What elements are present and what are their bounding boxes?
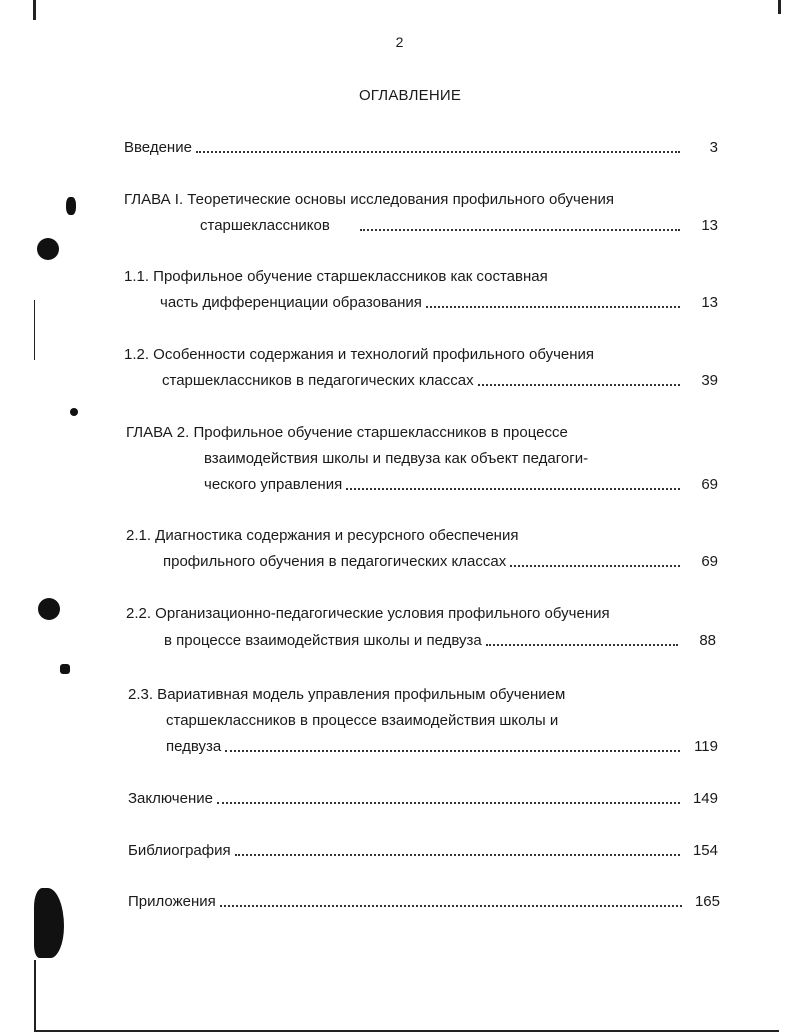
scan-edge-bottom bbox=[34, 1030, 779, 1032]
entry-page: 88 bbox=[699, 632, 716, 649]
toc-entry-2-1-heading: 2.1. Диагностика содержания и ресурсного обеспечения bbox=[126, 527, 519, 544]
entry-page: 69 bbox=[701, 553, 718, 570]
toc-entry-2-3-heading: 2.3. Вариативная модель управления профильным обучением bbox=[128, 686, 566, 703]
scan-blot bbox=[37, 238, 59, 260]
toc-entry-1-1 bbox=[160, 294, 718, 312]
dot-leader bbox=[196, 151, 680, 153]
scan-blot bbox=[34, 888, 64, 958]
dot-leader bbox=[360, 229, 680, 231]
dot-leader bbox=[486, 644, 678, 646]
scan-blot bbox=[38, 598, 60, 620]
entry-title: профильного обучения в педагогических классах bbox=[163, 553, 507, 570]
toc-entry-introduction bbox=[124, 139, 718, 157]
entry-title: педвуза bbox=[166, 738, 222, 755]
entry-title: Введение bbox=[124, 139, 192, 156]
entry-page: 149 bbox=[692, 790, 718, 807]
toc-entry-chapter-2 bbox=[204, 476, 718, 494]
dot-leader bbox=[220, 905, 682, 907]
scan-edge-left bbox=[34, 300, 35, 360]
toc-entry-1-2-heading: 1.2. Особенности содержания и технологий профильного обучения bbox=[124, 346, 595, 363]
scan-blot bbox=[66, 197, 76, 215]
entry-page: 119 bbox=[694, 738, 718, 755]
toc-entry-1-2 bbox=[162, 372, 718, 390]
entry-title: Приложения bbox=[128, 893, 216, 910]
scan-blot bbox=[70, 408, 78, 416]
toc-entry-2-3 bbox=[166, 738, 718, 756]
dot-leader bbox=[346, 488, 680, 490]
dot-leader bbox=[217, 802, 680, 804]
toc-entry-chapter-2-heading: ГЛАВА 2. Профильное обучение старшеклассников в процессе bbox=[126, 424, 568, 441]
dot-leader bbox=[235, 854, 680, 856]
entry-title: старшеклассников в педагогических классах bbox=[162, 372, 474, 389]
entry-title: Заключение bbox=[128, 790, 213, 807]
scan-edge-top-left bbox=[33, 0, 36, 20]
toc-title: ОГЛАВЛЕНИЕ bbox=[358, 87, 462, 104]
entry-page: 3 bbox=[709, 139, 718, 156]
toc-entry-2-3-heading: старшеклассников в процессе взаимодействия школы и bbox=[166, 712, 559, 729]
toc-entry-2-2-heading: 2.2. Организационно-педагогические условия профильного обучения bbox=[126, 605, 610, 622]
toc-entry-1-1-heading: 1.1. Профильное обучение старшеклассников как составная bbox=[124, 268, 548, 285]
scan-edge-left bbox=[34, 960, 36, 1030]
toc-entry-2-1 bbox=[163, 553, 718, 571]
dot-leader bbox=[426, 306, 680, 308]
entry-page: 165 bbox=[694, 893, 720, 910]
dot-leader bbox=[510, 565, 680, 567]
entry-title: ческого управления bbox=[204, 476, 343, 493]
scan-edge-top-right bbox=[778, 0, 781, 14]
dot-leader bbox=[225, 750, 680, 752]
entry-title: в процессе взаимодействия школы и педвуза bbox=[164, 632, 482, 649]
toc-entry-2-2 bbox=[164, 632, 716, 650]
entry-page: 39 bbox=[701, 372, 718, 389]
entry-title: часть дифференциации образования bbox=[160, 294, 422, 311]
entry-page: 13 bbox=[701, 294, 718, 311]
entry-title: старшеклассников bbox=[200, 217, 330, 234]
toc-entry-appendices bbox=[128, 893, 720, 911]
toc-entry-conclusion bbox=[128, 790, 718, 808]
scan-blot bbox=[60, 664, 70, 674]
entry-page: 69 bbox=[701, 476, 718, 493]
page-number: 2 bbox=[395, 34, 404, 50]
toc-entry-chapter-1 bbox=[200, 217, 718, 235]
entry-page: 13 bbox=[701, 217, 718, 234]
toc-entry-chapter-1-heading: ГЛАВА I. Теоретические основы исследования профильного обучения bbox=[124, 191, 614, 208]
entry-page: 154 bbox=[692, 842, 718, 859]
toc-entry-chapter-2-heading: взаимодействия школы и педвуза как объект педагоги- bbox=[204, 450, 589, 467]
entry-title: Библиография bbox=[128, 842, 231, 859]
dot-leader bbox=[478, 384, 680, 386]
toc-entry-bibliography bbox=[128, 842, 718, 860]
